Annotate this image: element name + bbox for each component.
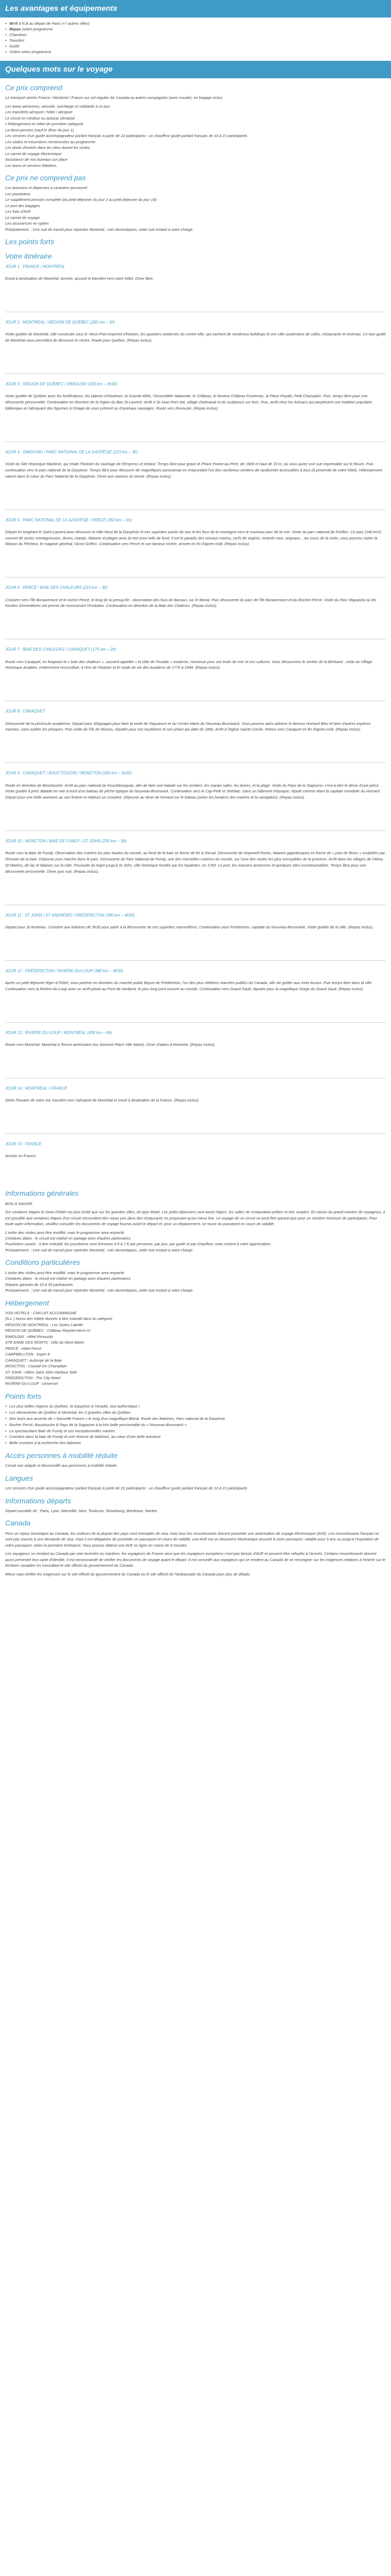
main-content [0, 82, 391, 1577]
day-spacer [5, 737, 386, 757]
day-divider [5, 577, 386, 578]
day-title: JOUR 2 : MONTRÉAL / RÉGION DE QUÉBEC (265 km – 3h) [5, 319, 116, 325]
text-line: Départs garantis de 10 à 35 participants. [5, 1282, 74, 1287]
advantages-list-block [0, 18, 391, 57]
points-forts-title: Les points forts [5, 238, 54, 246]
text-line: RIVIÈRE-DU-LOUP : Universel [5, 1381, 58, 1386]
day-description: Départ pour St Andrews. Croisière aux baleines de 3h30 pour partir à la découverte de ces superbes mammifères. Continuation pour Frédéricton, capitale du Nouveau-Brunswick. Visite guidée de la ville. (Repas inclus). [5, 925, 373, 930]
day-description: Route en direction de Bouctouche. Arrêt au parc national de Kouchibouguac, afin de faire une balade sur les sentiers, les marais salés, les dunes, et la plage. Visite du Pays de la Sagouine, c'est-à-dire le décor d'une pièce. Visite guidée à pied. Balade en mer à bord d'un bateau de pêche typique du Nouveau-Brunswick. Continuation vers le Cap-Pelé et Shédiac. Dans un bâtiment d'époque, réputé comme étant la capitale mondiale du Homard. Départ pour une belle aventure au son festive et réalisez un croisière. Déjeuner au diner de homard sur le bateau (selon les horaires des marées et la navigation). (Repas inclus). [5, 783, 381, 800]
day-spacer [5, 1052, 386, 1073]
advantage-text: Visites selon programme [9, 49, 52, 55]
text-line: Certaines dates : le circuit est réalisé en partage avec d'autres partenaires. [5, 1235, 132, 1241]
text-line: L'ordre des visites peut être modifié, mais le programme sera respecté. [5, 1230, 125, 1235]
text-line: Les frais d'AVE [5, 209, 31, 214]
day-description: Visite guidée de Montréal, ville construite sous le Vieux-Port empreint d'histoire, les quartiers modernes du centre-ville, qui cachent de nombreux buildings et une ville souterraine de cafés, restaurants et cinémas. Ce tour guidé de Montréal vous permettra de découvrir le centre. Route pour Québec. (Repas inclus). [5, 332, 386, 343]
advantage-item [5, 43, 386, 49]
advantage-item [5, 32, 386, 38]
hebergement-lines [5, 1310, 386, 1387]
day-title: JOUR 8 : CARAQUET [5, 709, 45, 714]
langues-text: Les services d'un guide accompagnateur parlant français à partir de 22 participants - un chauffeur guide parlant français de 10 à 21 participants [5, 1486, 248, 1491]
day-divider [5, 1133, 386, 1134]
day-spacer [5, 805, 386, 825]
day-description: Envol à destination de Montréal. Arrivée, accueil et transfert vers votre hôtel. Dîner libre. [5, 276, 154, 281]
prix-non-lines [5, 185, 386, 232]
prix-non-title: Ce prix ne comprend pas [5, 174, 86, 182]
conditions-title: Conditions particulières [5, 1258, 80, 1267]
day-description: Départ en longeant le Saint-Laurent pour découvrir la côte Nord de la Gaspésie et ses superbes points de vue et les feux de la montagne vers le nouveau parc de la mer. Visite du parc national de Forillon. Ce parc (240 km²) couvert de zones montagneuses, dunes, marais, falaises et plages avec la mer pour toile de fond. Il est le paradis des oiseaux marins, cerfs de virginie, renards roux, orignaux... Au cours de la visite, vous pourrez visiter la Maison du Pêcheur, le magasin général, l'Anse Griffon. Continuation vers Percé et son fameux rocher, arrivée en fin d'après-midi. (Repas inclus). [5, 529, 381, 547]
text-line: Pourboires usuels : à titre indicatif, les pourboires sont d'environ 4 € à 7 € par personne, par jour, par guide et par chauffeur, mais restent à votre appréciation. [5, 1242, 272, 1247]
text-line: Les visites et excursions mentionnées au programme [5, 139, 95, 144]
text-line: FRÉDÉRICTON : The City Motel [5, 1376, 61, 1380]
day-title: JOUR 6 : PERCÉ / BAIE DES CHALEURS (210 km – 3h) [5, 585, 108, 590]
text-line: CAMPBELLTON : Super 8 [5, 1352, 50, 1357]
day-description: Après un petit déjeuner léger à l'hôtel, vous partirez en direction du marché public Boyce de Frédéricton, l'un des plus célèbres marchés publics du Canada, afin de goûter aux mets locaux. Puis temps libre dans la ville. Continuation vers la Rivière-du-Loup avec un arrêt photo au Pont de Hartland, le plus long pont couvert au monde. Continuation vers Grand Sault, réputée pour la magnifique Gorge du Grand Sault. (Repas inclus). [5, 980, 373, 992]
day-spacer [5, 1163, 386, 1184]
day-divider [5, 960, 386, 961]
advantage-text: Transfert [9, 38, 25, 43]
text-line: RIMOUSKI : Hôtel Rimouski [5, 1334, 53, 1339]
points-forts-item: • Rocher Percé, Bouctouche & Pays de la Sagouine à la très belle personnalité du « Nouveau-Brunswick » [5, 1422, 386, 1428]
day-spacer [5, 935, 386, 955]
advantage-strong: Repas [9, 26, 21, 31]
day-spacer [5, 996, 386, 1017]
day-spacer [5, 613, 386, 634]
itinerary-days [5, 264, 386, 1184]
day-spacer [5, 675, 386, 696]
text-line: PERCÉ : Hôtel Percé [5, 1346, 42, 1351]
day-title: JOUR 3 : RÉGION DE QUÉBEC / RIMOUSKI (300 km – 3h30) [5, 381, 118, 386]
itineraire-title: Votre itinéraire [5, 252, 52, 261]
day-description: Selon l'horaire de votre vol, transfert vers l'aéroport de Montréal et envol à destination de la France. (Repas inclus). [5, 1098, 200, 1103]
departs-title: Informations départs [5, 1496, 71, 1505]
infos-title: Informations générales [5, 1189, 79, 1198]
text-line: Les taxes et services hôteliers. [5, 163, 58, 168]
conditions-lines [5, 1270, 386, 1294]
day-description: Croisière vers l'Île Bonaventure et le rocher Percé, le long de la presqu'île : observation des fous de Bassan, sur le littoral. Puis découverte du parc de l'Île Bonaventure-et-du-Rocher-Percé. Visite du Parc Miguasha où les fossiles d'invertébrés ont permis de reconstruire l'évolution. Continuation en direction de la Baie des Chaleurs. (Repas inclus). [5, 597, 377, 608]
day-spacer [5, 348, 386, 368]
day-title: JOUR 1 : FRANCE / MONTRÉAL [5, 264, 66, 269]
advantage-text: à N.B au départ de Paris (+7 autres villes) [17, 21, 90, 26]
day-divider [5, 762, 386, 763]
text-line: Les pourboires [5, 191, 30, 196]
pmr-title: Accès personnes à mobilité réduite [5, 1451, 118, 1460]
advantage-text: (selon programme [21, 26, 53, 31]
infos-lines [5, 1230, 386, 1253]
text-line: Les services d'un guide accompagnateur parlant français à partir de 22 participants - un chauffeur guide parlant français de 10 à 21 participants [5, 133, 248, 139]
text-line: L'ordre des visites peut être modifié, mais le programme sera respecté. [5, 1270, 125, 1275]
prix-compris-intro: Le transport aérien France / Montréal / France sur vol régulier Air Canada ou autres compagnies (avec escale), en bagage inclus [5, 95, 223, 100]
day-title: JOUR 10 : MONCTON / BAIE DE FUNDY / ST JOHN (230 km – 3h) [5, 839, 126, 844]
text-line: RÉGION DE QUÉBEC : Château Repotel Henri IV [5, 1328, 91, 1333]
day-spacer [5, 416, 386, 436]
day-description: Route vers Montréal. Montréal à l'heure américaine (ou Sommet Place Ville Marie). Dîner d'adieu à Montréal. (Repas inclus). [5, 1042, 216, 1047]
advantage-item [5, 26, 386, 32]
text-line: La demi-pension (sauf le dîner du jour 1) [5, 127, 74, 132]
day-title: JOUR 5 : PARC NATIONAL DE LA GASPÉSIE / PERCÉ (350 km – 5h) [5, 517, 132, 522]
day-divider [5, 1022, 386, 1023]
text-line: Le supplément pension complète (du petit déjeuner du jour 2 au petit déjeuner du jour 14) [5, 197, 157, 202]
departs-text: Départ possible de : Paris, Lyon, Marseille, Nice, Toulouse, Strasbourg, Bordeaux, Nantes [5, 1508, 157, 1513]
day-description: Visite du Site Historique Maritime, qui relate l'histoire du naufrage de l'Empress of Ireland. Temps libre pour gravir le Phare Pointe-au-Père, de 1909 et haut de 33 m, où vous aurez une vue imprenable sur le fleuve. Puis continuation vers le parc national de la Gaspésie. Temps libre pour découvrir de magnifiques panoramas en empruntant l'un des nombreux sentiers de randonnée accessibles à tous (à proximité de votre hôtel). Hébergement nature dans le cœur du Parc National de la Gaspésie. Dîner aux saveurs du terroir. (Repas inclus). [5, 461, 382, 479]
text-line: Prix/paiement. ; Une nuit de transit pour rejoindre Montréal ; vols domestiques, cette nuit restant à votre charge. [5, 1247, 194, 1252]
canada-paragraph: Pour un séjour touristique au Canada, les visiteurs de la plupart des pays sont exemptés de visa, mais tous les ressortissants doivent posséder une autorisation de voyage électronique (AVE). Les ressortissants français ne sont pas soumis à une demande de visa, mais il est obligatoire de posséder un passeport en cours de validité, une AVE est un document électronique associé à votre passeport, valable pour 5 ans ou jusqu'à l'expiration de votre passeport, selon la première échéance. Vous pouvez obtenir une AVE en ligne en moins de 5 minutes. [5, 1531, 379, 1548]
day-spacer [5, 286, 386, 307]
advantage-item [5, 21, 386, 26]
advantage-text: Guide [9, 44, 20, 49]
text-line: Assistance de nos bureaux sur place [5, 157, 68, 162]
text-line: Certaines dates : le circuit est réalisé en partage avec d'autres partenaires. [5, 1276, 132, 1281]
text-line: VOS HOTELS - CIRCUIT ACCOMPAGNÉ [5, 1310, 77, 1315]
advantage-text: Chambres [9, 32, 27, 37]
canada-paragraph: Les voyageurs se rendant au Canada par voie terrestre ou maritime, les voyageurs de France ainsi que les voyageurs européens n'ont pas besoin d'AVE et peuvent être refoulés à l'arrivée. Certains ressortissants doivent aussi présenter leur carte d'identité. Il est recommandé de vérifier les documents de voyage avant le départ. Il est conseillé aux voyageurs qui se rendent au Canada de se renseigner sur les exigences relatives à l'entrée sur le territoire canadien en consultant le site officiel du gouvernement du Canada. [5, 1551, 385, 1568]
text-line: Prix/paiement. ; Une nuit de transit pour rejoindre Montréal ; vols domestiques, cette nuit restant à votre charge. [5, 1288, 194, 1293]
text-line: Le carnet de voyage [5, 215, 40, 220]
text-line: Les taxes aériennes, sécurité, surcharge et solidarité à ce jour [5, 104, 110, 109]
day-spacer [5, 551, 386, 572]
advantage-item [5, 38, 386, 43]
prix-compris-title: Ce prix comprend [5, 83, 62, 92]
text-line: Les droits d'entrée dans les sites durant les visites [5, 145, 90, 150]
day-title: JOUR 11 : ST JOHN / ST ANDREWS / FRÉDÉRICTON (390 km – 4h30) [5, 912, 135, 918]
quelques-mots-banner: Quelques mots sur le voyage [0, 61, 391, 78]
text-line: Le port des bagages [5, 203, 40, 208]
points-forts-list-title: Points forts [5, 1392, 42, 1400]
points-forts-item: • Des tours aux accents de « Nouvelle France » le long d'un magnifique littoral, Route des Baleines, Parc national de la Gaspésie [5, 1416, 386, 1422]
day-description: Route vers la Baie de Fundy. Observation des marées les plus hautes du monde, au fond de la baie se forme de fer à cheval. Découverte de Hopewell Rocks, falaises gigantesques en forme de « pots de fleurs » sculptées par l'érosion de la baie. Déjeuner puis marche dans le parc. Découverte du Parc National de Fundy, une des merveilles marines du monde, sur l'une des routes les plus incroyables de la province. Arrêt dans les villages de l'Alma, St-Martins, de lac et falaises sur la côte. Poursuite du trajet jusqu'à St John, ville historique fondée par les loyalistes, en 1783. Le port, les maisons anciennes et quelques sites incontournables. Temps libre pour une découverte personnelle. Dîner puis nuit. (Repas inclus). [5, 851, 385, 874]
advantage-strong: Wi-fi [9, 21, 18, 26]
advantages-list [5, 21, 386, 55]
points-forts-item: • Les découvertes de Québec & Montréal, les 2 grandes villes du Québec [5, 1410, 386, 1416]
text-line: Les boissons et dépenses à caractère personnel [5, 185, 87, 191]
infos-subtitle: BON À SAVOIR [5, 1201, 32, 1206]
day-title: JOUR 15 : FRANCE [5, 1142, 42, 1147]
day-title: JOUR 9 : CARAQUET / BOUCTOUCHE / MONCTON (260 km – 3h30) [5, 771, 132, 776]
hebergement-title: Hébergement [5, 1298, 49, 1307]
text-line: Le circuit en minibus ou autocar climatisé [5, 115, 75, 121]
day-description: Découverte de la péninsule acadienne. Départ pour Shippagan pour faire la visite de l'Aquarium et du Centre Marin du Nouveau-Brunswick. Vous pourrez alors admirer le fameux Homard Bleu et bien d'autres espèces marines, sans oublier les phoques. Puis visite de l'île de Miscou, réputée pour ses tourbières et son phare qui date de 1856. Arrêt à l'église Sainte-Cécile. Retour vers Caraquet en fin d'après-midi. (Repas inclus). [5, 721, 371, 732]
points-forts-item: • Croisière dans la baie de Fundy et une réserve de baleines, au cœur d'une belle aventure [5, 1434, 386, 1440]
canada-paragraphs [5, 1531, 386, 1577]
points-forts-item: • Belle croisière à la recherche des baleines [5, 1440, 386, 1446]
text-line: L'hébergement en hôtel de première catégorie [5, 122, 84, 127]
pmr-text: Circuit non adapté et déconseillé aux personnes à mobilité réduite. [5, 1463, 118, 1468]
points-forts-item: • La spectaculaire Baie de Fundy et ses exceptionnelles marées [5, 1428, 386, 1434]
infos-paragraph: Sur certaines étapes le choix d'hôtel est plus limité que sur les grandes villes, de type Motel. Les petits-déjeuners sont assez légers, les salles de restauration petites et très simples. En raison du grand nombre de voyageurs, il est possible que certaines étapes d'un circuit nécessitent des repas pris dans des restaurants ne proposant qu'un menu fixe. Le voyage de ce circuit ne peut être garanti que pour un nombre minimum de participants. Pour toute autre information, veuillez consulter les documents de voyage fournis avant le départ et, pour un déplacement, se munir du passeport en cours de validité. [5, 1210, 385, 1227]
text-line: MONCTON : Coastal Inn Champlain [5, 1364, 67, 1369]
day-title: JOUR 12 : FRÉDÉRICTON / RIVIÈRE-DU-LOUP (380 km – 4h30) [5, 968, 123, 973]
day-title: JOUR 14 : MONTRÉAL / FRANCE [5, 1086, 68, 1091]
day-spacer [5, 1108, 386, 1128]
prix-compris-lines [5, 104, 386, 168]
day-title: JOUR 4 : RIMOUSKI / PARC NATIONAL DE LA GASPÉSIE (223 km – 3h) [5, 449, 138, 454]
canada-paragraph: Mieux vaut vérifier les exigences sur le site officiel du gouvernement du Canada ou le site officiel de l'ambassade du Canada pour plus de détails. [5, 1571, 251, 1577]
day-spacer [5, 879, 386, 900]
day-description: Route vers Caraquet, en longeant la « baie des chaleurs », souvent appelée « la côte de l'Acadie » moderne, reconnue pour ses fruits de mer et ses cultures. Vous découvrirez le sentier de la Bertrand ; visite du Village Historique Acadien, entièrement reconstitué, à l'ère de l'histoire et le mode de vie des Acadiens de 1770 à 1949. (Repas inclus). [5, 659, 372, 670]
text-line: (N.L.) Noms des hôtels donnés à titre indicatif dans la catégorie [5, 1316, 112, 1321]
text-line: Les transferts aéroport / hôtel / aéroport [5, 110, 73, 115]
advantages-banner: Les avantages et équipements [0, 0, 391, 18]
text-line: CARAQUET : Auberge de la Baie [5, 1358, 62, 1363]
day-description: Arrivée en France. [5, 1154, 37, 1159]
langues-title: Langues [5, 1473, 33, 1482]
day-title: JOUR 7 : BAIE DES CHALEURS / CARAQUET (175 km – 2h) [5, 647, 116, 652]
day-title: JOUR 13 : RIVIÈRE-DU-LOUP / MONTRÉAL (430 km – 6h) [5, 1030, 112, 1035]
text-line: STE ANNE DES MONTS : Gîte du Mont Albert [5, 1340, 84, 1345]
text-line: Prix/paiement. ; Une nuit de transit pour rejoindre Montréal ; vols domestiques, cette nuit restant à votre charge. [5, 227, 194, 232]
points-forts-item: • Les plus belles régions du Québec, la Gaspésie & l'Acadie, tout authentique ! [5, 1403, 386, 1410]
canada-title: Canada [5, 1519, 31, 1528]
points-forts-list [5, 1403, 386, 1446]
day-description: Visite guidée de Québec avec les fortifications, les plaines d'Abraham, la Grande Allée, l'Assemblée Nationale, le Château, le fameux Château Frontenac, la Place Royale, Petit Champlain. Puis, temps libre pour une découverte personnelle. Continuation en direction de la région du Bas St-Laurent. Arrêt à St-Jean-Port-Joli, village d'artisanat et de sculpteurs sur bois. Puis, arrêt chez les Artisans qui perpétuent une tradition populaire folklorique en fabriquant des figurines à l'image de vous présent ou d'animaux sauvages. Route vers Rimouski. (Repas inclus). [5, 394, 372, 411]
text-line: ST JOHN : Hilton Saint John Harbour Side [5, 1369, 77, 1375]
advantage-item [5, 49, 386, 55]
text-line: Le carnet de voyage électronique [5, 151, 62, 156]
text-line: RÉGION DE MONTRÉAL : Les Suites Labelle [5, 1322, 84, 1327]
day-spacer [5, 484, 386, 504]
text-line: Les assurances en option [5, 221, 49, 226]
